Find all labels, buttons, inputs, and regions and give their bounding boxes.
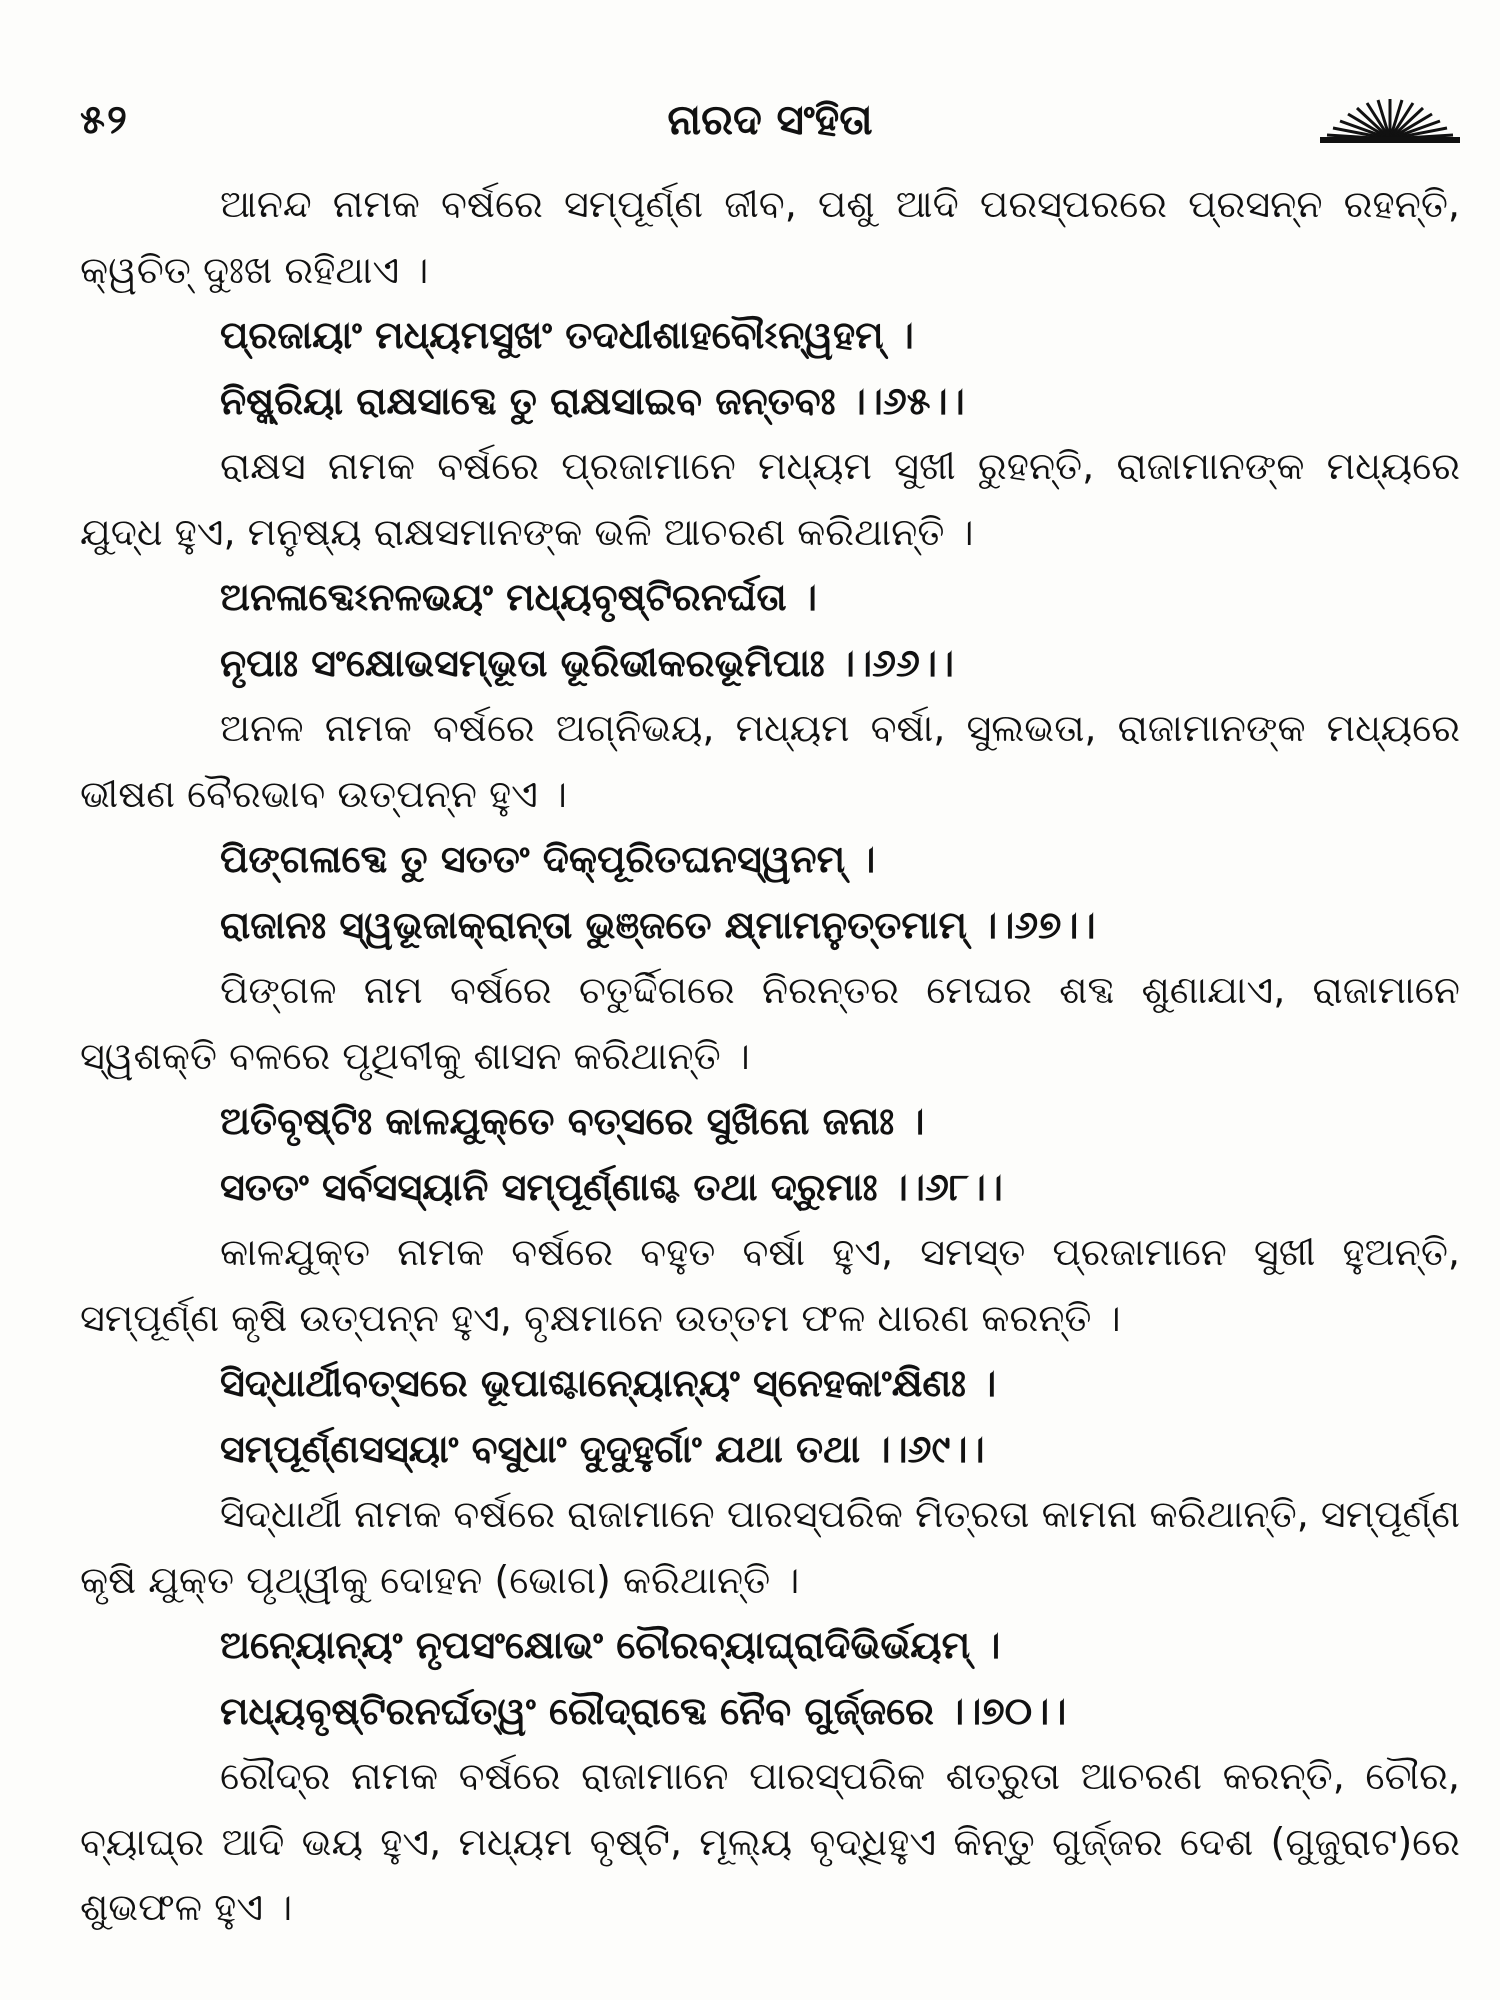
verse-line: ମଧ୍ୟବୃଷ୍ଟିରନର୍ଘତ୍ୱଂ ରୌଦ୍ରାବ୍ଦେ ନୈବ ଗୁର୍ଜ୍ଜରେ ।।୭୦।। <box>220 1688 1067 1733</box>
prose-paragraph: କାଳଯୁକ୍ତ ନାମକ ବର୍ଷରେ ବହୁତ ବର୍ଷା ହୁଏ, ସମସ୍ତ ପ୍ରଜାମାନେ ସୁଖୀ ହୁଅନ୍ତି, ସମ୍ପୂର୍ଣ୍ଣ କୃଷି ଉତ୍ପନ୍ନ ହୁଏ, ବୃକ୍ଷମାନେ ଉତ୍ତମ ଫଳ ଧାରଣ କରନ୍ତି । <box>80 1230 1460 1340</box>
verse-line: ଅତିବୃଷ୍ଟିଃ କାଳଯୁକ୍ତେ ବତ୍ସରେ ସୁଖିନୋ ଜନାଃ । <box>220 1099 925 1143</box>
verse-line: ପିଙ୍ଗଳାବ୍ଦେ ତୁ ସତତଂ ଦିକ୍ପୂରିତଘନସ୍ୱନମ୍ । <box>220 837 876 881</box>
verse-block <box>80 1613 1460 1744</box>
running-title: ନାରଦ ସଂହିତା <box>667 95 873 144</box>
verse-line: ନୃପାଃ ସଂକ୍ଷୋଭସମ୍ଭୂତା ଭୂରିଭୀକରଭୂମିପାଃ ।।୬୬।। <box>220 640 955 685</box>
verse-block <box>80 1089 1460 1220</box>
verse-line: ସିଦ୍ଧାର୍ଥୀବତ୍ସରେ ଭୂପାଶ୍ଚାନ୍ୟୋନ୍ୟଂ ସ୍ନେହକାଂକ୍ଷିଣଃ । <box>220 1361 997 1405</box>
sunrise-ornament-icon <box>1320 95 1460 143</box>
verse-line: ସତତଂ ସର୍ବସସ୍ୟାନି ସମ୍ପୂର୍ଣ୍ଣାଶ୍ଚ ତଥା ଦ୍ରୁମାଃ ।।୬୮।। <box>220 1164 1003 1209</box>
verse-line: ସମ୍ପୂର୍ଣ୍ଣସସ୍ୟାଂ ବସୁଧାଂ ଦୁଦୁହୁର୍ଗାଂ ଯଥା ତଥା ।।୬୯।। <box>220 1426 985 1471</box>
prose-paragraph: ଆନନ୍ଦ ନାମକ ବର୍ଷରେ ସମ୍ପୂର୍ଣ୍ଣ ଜୀବ, ପଶୁ ଆଦି ପରସ୍ପରରେ ପ୍ରସନ୍ନ ରହନ୍ତି, କ୍ୱଚିତ୍ ଦୁଃଖ ରହିଥାଏ । <box>80 182 1460 292</box>
page-body <box>80 172 1460 1941</box>
verse-block <box>80 1351 1460 1482</box>
verse-line: ପ୍ରଜାୟାଂ ମଧ୍ୟମସୁଖଂ ତଦଧୀଶାହବୌଽନ୍ୱହମ୍ । <box>220 313 914 357</box>
prose-paragraph: ରୌଦ୍ର ନାମକ ବର୍ଷରେ ରାଜାମାନେ ପାରସ୍ପରିକ ଶତ୍ରୁତା ଆଚରଣ କରନ୍ତି, ଚୌର, ବ୍ୟାଘ୍ର ଆଦି ଭୟ ହୁଏ, ମଧ୍ୟମ ବୃଷ୍ଟି, ମୂଲ୍ୟ ବୃଦ୍ଧିହୁଏ କିନ୍ତୁ ଗୁର୍ଜ୍ଜର ଦେଶ (ଗୁଜୁରାଟ)ରେ ଶୁଭଫଳ ହୁଏ । <box>80 1754 1460 1929</box>
verse-line: ନିଷ୍କ୍ରିୟା ରାକ୍ଷସାବ୍ଦେ ତୁ ରାକ୍ଷସାଇବ ଜନ୍ତବଃ ।।୬୫।। <box>220 378 965 423</box>
verse-block <box>80 827 1460 958</box>
verse-line: ଅନ୍ୟୋନ୍ୟଂ ନୃପସଂକ୍ଷୋଭଂ ଚୌରବ୍ୟାଘ୍ରାଦିଭିର୍ଭୟମ୍ । <box>220 1623 1001 1667</box>
verse-line: ରାଜାନଃ ସ୍ୱଭୂଜାକ୍ରାନ୍ତା ଭୁଞ୍ଜତେ କ୍ଷ୍ମାମନୁତ୍ତମାମ୍ ।।୬୭।। <box>220 902 1096 947</box>
verse-block <box>80 565 1460 696</box>
prose-paragraph: ପିଙ୍ଗଳ ନାମ ବର୍ଷରେ ଚତୁର୍ଦ୍ଦିଗରେ ନିରନ୍ତର ମେଘର ଶବ୍ଦ ଶୁଣାଯାଏ, ରାଜାମାନେ ସ୍ୱଶକ୍ତି ବଳରେ ପୃଥିବୀକୁ ଶାସନ କରିଥାନ୍ତି । <box>80 968 1460 1078</box>
verse-block <box>80 303 1460 434</box>
prose-paragraph: ରାକ୍ଷସ ନାମକ ବର୍ଷରେ ପ୍ରଜାମାନେ ମଧ୍ୟମ ସୁଖୀ ରୁହନ୍ତି, ରାଜାମାନଙ୍କ ମଧ୍ୟରେ ଯୁଦ୍ଧ ହୁଏ, ମନୁଷ୍ୟ ରାକ୍ଷସମାନଙ୍କ ଭଳି ଆଚରଣ କରିଥାନ୍ତି । <box>80 444 1460 554</box>
prose-paragraph: ଅନଳ ନାମକ ବର୍ଷରେ ଅଗ୍ନିଭୟ, ମଧ୍ୟମ ବର୍ଷା, ସୁଲଭତା, ରାଜାମାନଙ୍କ ମଧ୍ୟରେ ଭୀଷଣ ବୈରଭାବ ଉତ୍ପନ୍ନ ହୁଏ । <box>80 706 1460 816</box>
page-header <box>80 95 1460 155</box>
prose-paragraph: ସିଦ୍ଧାର୍ଥୀ ନାମକ ବର୍ଷରେ ରାଜାମାନେ ପାରସ୍ପରିକ ମିତ୍ରତା କାମନା କରିଥାନ୍ତି, ସମ୍ପୂର୍ଣ୍ଣ କୃଷି ଯୁକ୍ତ ପୃଥ୍ୱୀକୁ ଦୋହନ (ଭୋଗ) କରିଥାନ୍ତି । <box>80 1492 1460 1602</box>
verse-line: ଅନଳାବ୍ଦେଽନଳଭୟଂ ମଧ୍ୟବୃଷ୍ଟିରନର୍ଘତା । <box>220 575 817 619</box>
page-number: ୫୨ <box>80 97 129 143</box>
